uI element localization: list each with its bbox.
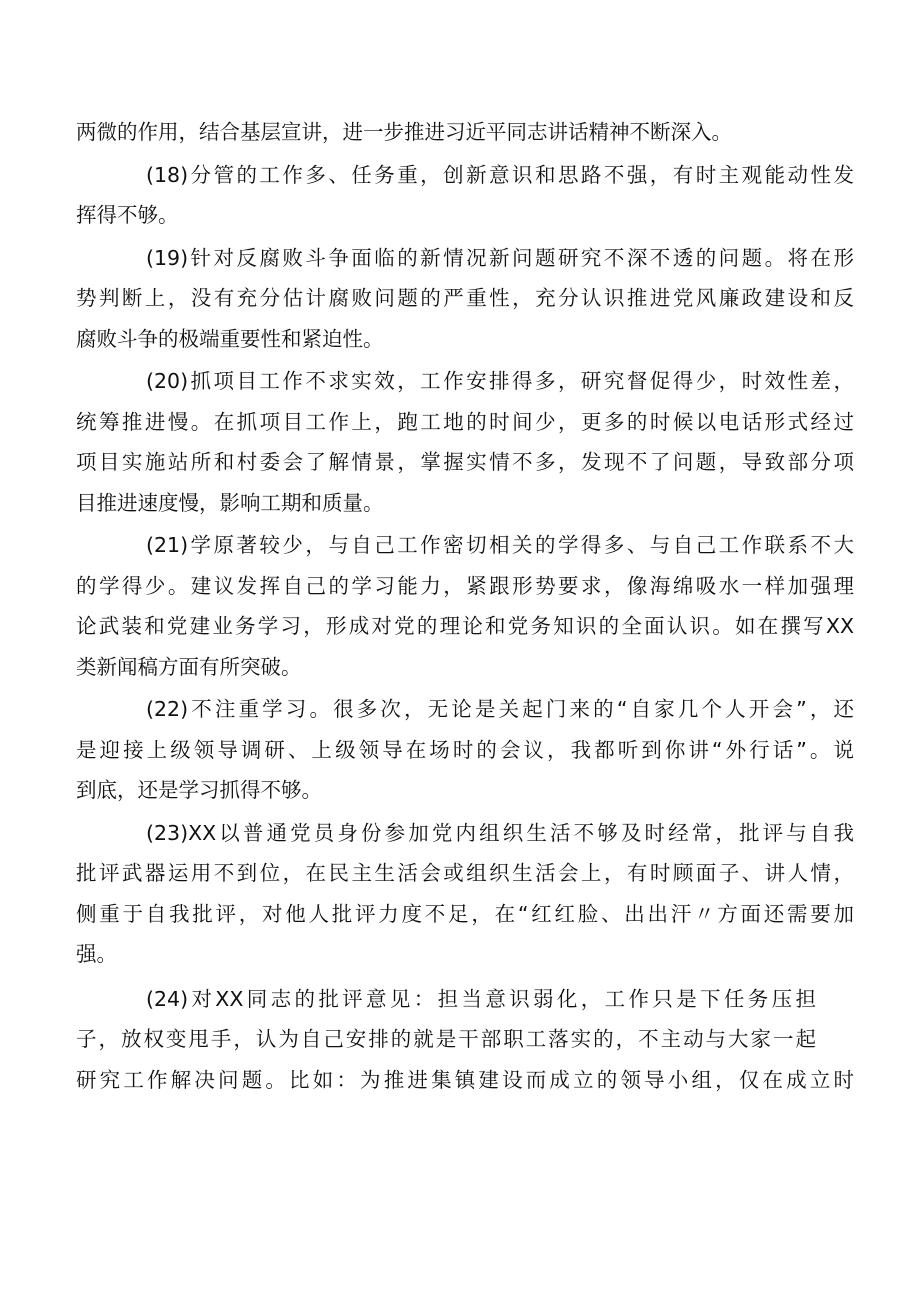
text-line: 论武装和党建业务学习，形成对党的理论和党务知识的全面认识。如在撰写XX <box>76 614 854 638</box>
paragraph-18 <box>76 155 854 236</box>
paragraph-21 <box>76 525 854 687</box>
text-line: (19)针对反腐败斗争面临的新情况新问题研究不深不透的问题。将在形 <box>146 245 854 270</box>
text-line: 强。 <box>76 942 117 966</box>
text-line: 到底，还是学习抓得不够。 <box>76 778 322 802</box>
text-line: 批评武器运用不到位，在民主生活会或组织生活会上，有时顾面子、讲人情， <box>76 861 854 885</box>
paragraph-20 <box>76 361 854 523</box>
document-body <box>76 112 854 1100</box>
text-line: 两微的作用，结合基层宣讲，进一步推进习近平同志讲话精神不断深入。 <box>76 120 732 144</box>
paragraph-17-tail <box>76 112 854 153</box>
text-line: 目推进速度慢，影响工期和质量。 <box>76 490 384 515</box>
text-line: 研究工作解决问题。比如：为推进集镇建设而成立的领导小组，仅在成立时 <box>76 1067 854 1092</box>
paragraph-23 <box>76 813 854 975</box>
text-line: 项目实施站所和村委会了解情景，掌握实情不多，发现不了问题，导致部分项 <box>76 450 854 474</box>
text-line: 势判断上，没有充分估计腐败问题的严重性，充分认识推进党风廉政建设和反 <box>76 286 854 310</box>
text-line: 是迎接上级领导调研、上级领导在场时的会议，我都听到你讲“外行话”。说 <box>76 737 854 762</box>
text-line: (20)抓项目工作不求实效，工作安排得多，研究督促得少，时效性差， <box>146 369 854 393</box>
text-line: (24)对XX同志的批评意见：担当意识弱化，工作只是下任务压担 <box>146 986 816 1011</box>
text-line: 侧重于自我批评，对他人批评力度不足，在“红红脸、出出汗〃方面还需要加 <box>76 901 854 926</box>
text-line: (22)不注重学习。很多次，无论是关起门来的“自家几个人开会”，还 <box>146 697 854 721</box>
paragraph-19 <box>76 238 854 360</box>
text-line: 类新闻稿方面有所突破。 <box>76 654 302 679</box>
text-line: 子，放权变甩手，认为自己安排的就是干部职工落实的，不主动与大家一起 <box>76 1027 816 1051</box>
text-line: 腐败斗争的极端重要性和紧迫性。 <box>76 326 384 351</box>
paragraph-24 <box>76 979 854 1101</box>
text-line: 的学得少。建议发挥自己的学习能力，紧跟形势要求，像海绵吸水一样加强理 <box>76 573 854 598</box>
text-line: 统筹推进慢。在抓项目工作上，跑工地的时间少，更多的时候以电话形式经过 <box>76 409 854 434</box>
text-line: (23)XX以普通党员身份参加党内组织生活不够及时经常，批评与自我 <box>146 820 854 845</box>
paragraph-22 <box>76 689 854 811</box>
text-line: 挥得不够。 <box>76 203 179 227</box>
text-line: (18)分管的工作多、任务重，创新意识和思路不强，有时主观能动性发 <box>146 162 854 187</box>
text-line: (21)学原著较少，与自己工作密切相关的学得多、与自己工作联系不大 <box>146 533 854 557</box>
